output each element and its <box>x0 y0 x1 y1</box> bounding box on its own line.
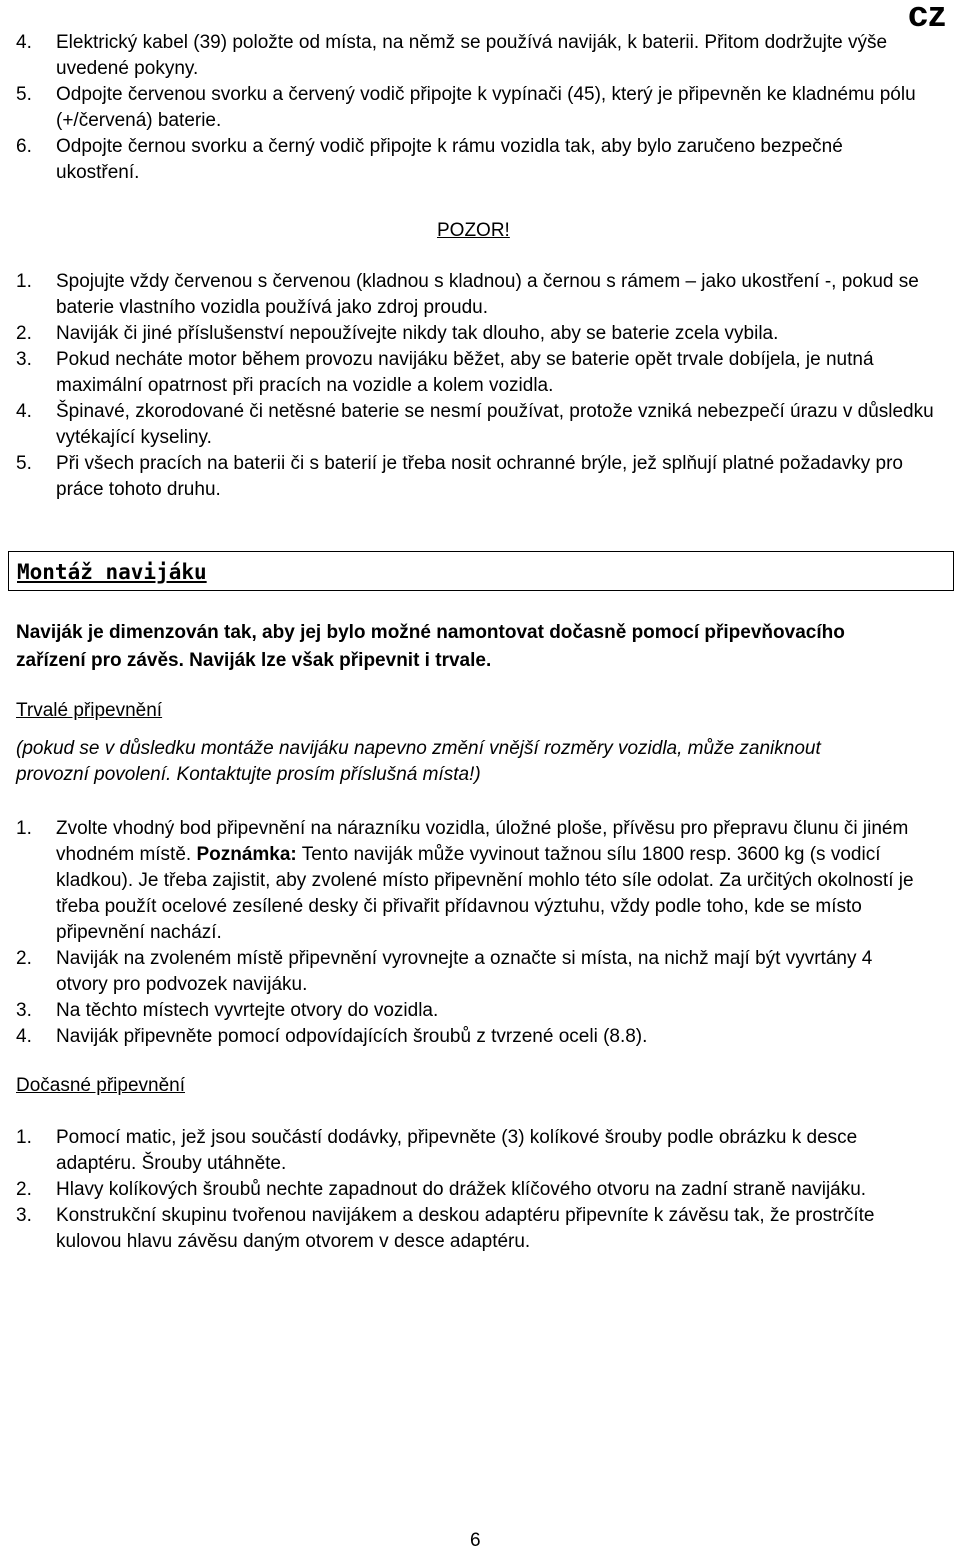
item-number: 1. <box>16 1127 32 1148</box>
temporary-mount-steps <box>16 1125 941 1255</box>
warning-heading: POZOR! <box>437 220 510 241</box>
list-item <box>16 134 916 186</box>
item-text: Pomocí matic, jež jsou součástí dodávky, připevněte (3) kolíkové šrouby podle obrázku k desce adaptéru. Šrouby utáhněte. <box>56 1127 858 1174</box>
language-code: cz <box>907 0 946 34</box>
list-item <box>16 1177 941 1203</box>
page-number: 6 <box>470 1530 481 1551</box>
item-number: 2. <box>16 948 32 969</box>
item-text-part: Zvolte vhodný bod připevnění na nárazníku vozidla, úložné ploše, přívěsu pro přepravu člunu či jiném vhodném místě. <box>56 818 909 865</box>
list-item <box>16 1203 941 1255</box>
item-number: 4. <box>16 32 32 53</box>
list-item <box>16 1125 941 1177</box>
list-item <box>16 451 946 503</box>
item-number: 2. <box>16 323 32 344</box>
item-text: Při všech pracích na baterii či s baterií je třeba nosit ochranné brýle, jež splňují platné požadavky pro práce tohoto druhu. <box>56 453 904 500</box>
item-text: Špinavé, zkorodované či netěsné baterie se nesmí používat, protože vzniká nebezpečí úrazu v důsledku vytékající kyseliny. <box>56 401 934 448</box>
permanent-mount-note: (pokud se v důsledku montáže navijáku napevno změní vnější rozměry vozidla, může zaniknout provozní povolení. Kontaktujte prosím příslušná místa!) <box>16 738 821 785</box>
list-item <box>16 347 946 399</box>
item-number: 3. <box>16 1205 32 1226</box>
item-number: 5. <box>16 453 32 474</box>
item-text <box>56 816 916 946</box>
list-item <box>16 946 916 998</box>
item-number: 1. <box>16 271 32 292</box>
warning-list <box>16 269 946 503</box>
temporary-mount-heading: Dočasné připevnění <box>16 1075 185 1096</box>
list-item <box>16 399 946 451</box>
item-text: Pokud necháte motor během provozu navijáku běžet, aby se baterie opět trvale dobíjela, je nutná maximální opatrnost při pracích na vozidle a kolem vozidla. <box>56 349 874 396</box>
section-title: Montáž navijáku <box>17 560 207 584</box>
permanent-mount-heading: Trvalé připevnění <box>16 700 163 721</box>
intro-paragraph: Naviják je dimenzován tak, aby jej bylo možné namontovat dočasně pomocí připevňovacího zařízení pro závěs. Naviják lze však připevnit i trvale. <box>16 622 845 671</box>
list-item <box>16 816 916 946</box>
item-number: 4. <box>16 1026 32 1047</box>
list-item <box>16 82 916 134</box>
item-number: 3. <box>16 349 32 370</box>
item-text: Konstrukční skupinu tvořenou navijákem a deskou adaptéru připevníte k závěsu tak, že prostrčíte kulovou hlavu závěsu daným otvorem v desce adaptéru. <box>56 1205 875 1252</box>
item-text-part: Tento naviják může vyvinout tažnou sílu 1800 resp. 3600 kg (s vodicí kladkou). Je třeba zajistit, aby zvolené místo připevnění mohlo této síle odolat. Za určitých okolností je třeba použít ocelové zesílené desky či přivařit přídavnou výztuhu, vždy podle toho, kde se místo připevnění nachází. <box>56 844 914 943</box>
item-text: Odpojte červenou svorku a červený vodič připojte k vypínači (45), který je připevněn ke kladnému pólu (+/červená) baterie. <box>56 84 916 131</box>
item-number: 3. <box>16 1000 32 1021</box>
item-number: 2. <box>16 1179 32 1200</box>
list-item <box>16 30 916 82</box>
item-number: 5. <box>16 84 32 105</box>
list-item <box>16 1024 916 1050</box>
list-item <box>16 998 916 1024</box>
item-text: Na těchto místech vyvrtejte otvory do vozidla. <box>56 1000 439 1021</box>
list-item <box>16 321 946 347</box>
item-number: 6. <box>16 136 32 157</box>
battery-steps-list <box>16 30 916 186</box>
item-number: 4. <box>16 401 32 422</box>
item-text: Spojujte vždy červenou s červenou (kladnou s kladnou) a černou s rámem – jako ukostření -, pokud se baterie vlastního vozidla používá jako zdroj proudu. <box>56 271 919 318</box>
permanent-mount-steps <box>16 816 916 1050</box>
item-text: Elektrický kabel (39) položte od místa, na němž se používá naviják, k baterii. Přitom dodržujte výše uvedené pokyny. <box>56 32 888 79</box>
item-text: Naviják či jiné příslušenství nepoužívejte nikdy tak dlouho, aby se baterie zcela vybila. <box>56 323 779 344</box>
list-item <box>16 269 946 321</box>
item-text: Naviják na zvoleném místě připevnění vyrovnejte a označte si místa, na nichž mají být vyvrtány 4 otvory pro podvozek navijáku. <box>56 948 873 995</box>
item-text: Naviják připevněte pomocí odpovídajících šroubů z tvrzené oceli (8.8). <box>56 1026 648 1047</box>
item-text: Odpojte černou svorku a černý vodič připojte k rámu vozidla tak, aby bylo zaručeno bezpečné ukostření. <box>56 136 843 183</box>
item-text: Hlavy kolíkových šroubů nechte zapadnout do drážek klíčového otvoru na zadní straně navijáku. <box>56 1179 867 1200</box>
section-header-box <box>8 551 954 591</box>
item-number: 1. <box>16 818 32 839</box>
note-label: Poznámka: <box>196 844 297 865</box>
